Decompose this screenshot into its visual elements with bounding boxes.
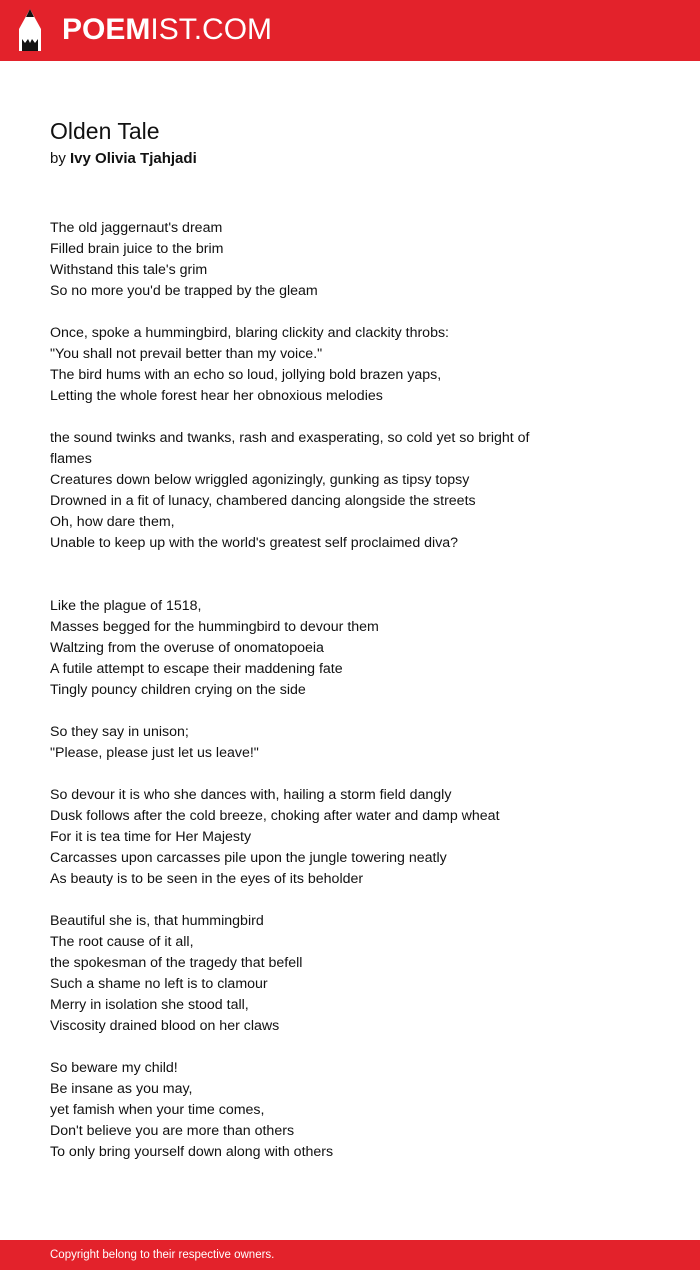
poem-line: Beautiful she is, that hummingbird: [50, 913, 264, 929]
poem-line: So beware my child!: [50, 1060, 178, 1076]
site-logo[interactable]: [62, 12, 272, 48]
poem-line: A futile attempt to escape their maddening fate: [50, 661, 343, 677]
poem-line: So they say in unison;: [50, 724, 189, 740]
poem-line: Tingly pouncy children crying on the side: [50, 682, 306, 698]
site-footer: [0, 1240, 700, 1270]
poem-line: The root cause of it all,: [50, 934, 194, 950]
poem-line: Withstand this tale's grim: [50, 262, 208, 278]
stanza-gap: [50, 407, 570, 428]
poem-line: The old jaggernaut's dream: [50, 220, 223, 236]
poem-line: Creatures down below wriggled agonizingly, gunking as tipsy topsy: [50, 472, 470, 488]
pencil-icon[interactable]: [17, 9, 43, 51]
poem-line: Such a shame no left is to clamour: [50, 976, 268, 992]
poem-line: Unable to keep up with the world's greatest self proclaimed diva?: [50, 535, 459, 551]
poem-line: Drowned in a fit of lunacy, chambered dancing alongside the streets: [50, 493, 476, 509]
poem-line: For it is tea time for Her Majesty: [50, 829, 252, 845]
logo-text-light: IST.COM: [150, 13, 273, 46]
poem-line: Masses begged for the hummingbird to devour them: [50, 619, 379, 635]
poem-line: Be insane as you may,: [50, 1081, 193, 1097]
poem-line: Waltzing from the overuse of onomatopoeia: [50, 640, 324, 656]
poem-line: the sound twinks and twanks, rash and exasperating, so cold yet so bright of flames: [50, 430, 530, 467]
poem-line: To only bring yourself down along with others: [50, 1144, 334, 1160]
author-name: Ivy Olivia Tjahjadi: [70, 150, 197, 167]
byline: [50, 148, 197, 170]
poem-line: As beauty is to be seen in the eyes of its beholder: [50, 871, 364, 887]
copyright-notice: Copyright belong to their respective owners.: [50, 1249, 275, 1261]
stanza-gap: [50, 1037, 570, 1058]
poem-line: The bird hums with an echo so loud, jollying bold brazen yaps,: [50, 367, 442, 383]
poem-line: Viscosity drained blood on her claws: [50, 1018, 280, 1034]
poem-line: Carcasses upon carcasses pile upon the jungle towering neatly: [50, 850, 447, 866]
poem-line: the spokesman of the tragedy that befell: [50, 955, 303, 971]
poem-line: Don't believe you are more than others: [50, 1123, 295, 1139]
poem-line: Oh, how dare them,: [50, 514, 175, 530]
stanza-gap: [50, 554, 570, 596]
logo-text-bold: POEM: [62, 13, 151, 46]
site-header: [0, 0, 700, 61]
stanza-gap: [50, 701, 570, 722]
poem-line: yet famish when your time comes,: [50, 1102, 265, 1118]
poem-title: Olden Tale: [50, 118, 160, 144]
poem-line: Like the plague of 1518,: [50, 598, 202, 614]
poem-line: "Please, please just let us leave!": [50, 745, 259, 761]
poem-line: Dusk follows after the cold breeze, choking after water and damp wheat: [50, 808, 500, 824]
stanza-gap: [50, 890, 570, 911]
poem-body: [50, 218, 570, 1163]
poem-line: Merry in isolation she stood tall,: [50, 997, 249, 1013]
poem-line: Once, spoke a hummingbird, blaring clickity and clackity throbs:: [50, 325, 450, 341]
poem-line: Letting the whole forest hear her obnoxious melodies: [50, 388, 383, 404]
poem-line: "You shall not prevail better than my voice.": [50, 346, 323, 362]
poem-line: So no more you'd be trapped by the gleam: [50, 283, 318, 299]
stanza-gap: [50, 764, 570, 785]
poem-line: So devour it is who she dances with, hailing a storm field dangly: [50, 787, 452, 803]
byline-prefix: by: [50, 150, 66, 167]
poem-line: Filled brain juice to the brim: [50, 241, 224, 257]
stanza-gap: [50, 302, 570, 323]
